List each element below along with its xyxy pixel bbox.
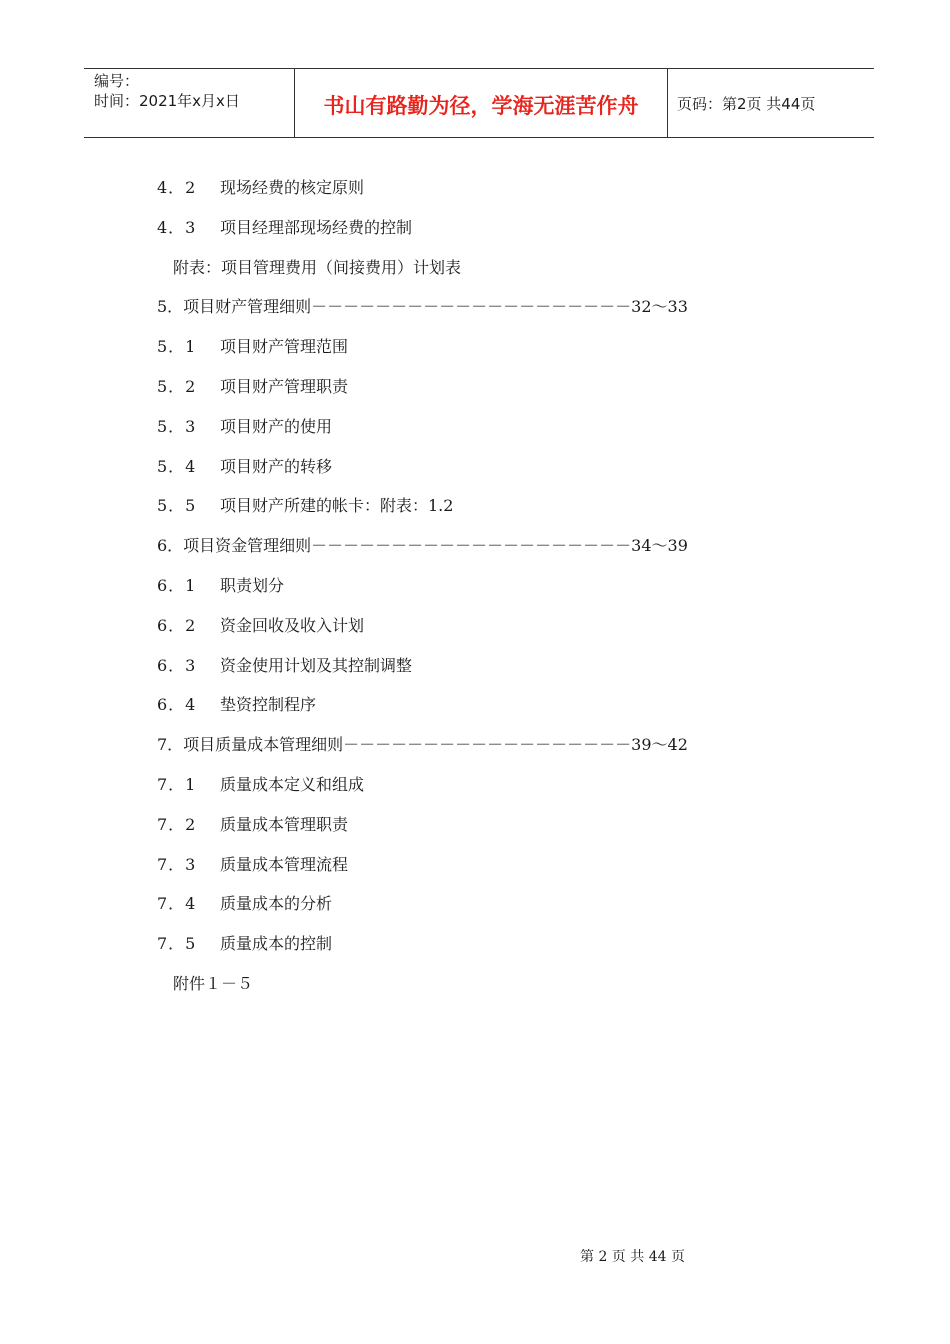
toc-entry [157,853,757,893]
toc-entry-number: 7．1 [157,774,197,794]
toc-entry-number: 7．5 [157,934,197,954]
doc-number-label: 编号： [94,72,140,90]
toc-entry-number: 7．4 [157,894,197,914]
toc-entry-text: 附件１－５ [173,973,254,993]
toc-entry-number: 7．2 [157,814,197,834]
toc-entry [157,295,757,335]
toc-entry-text: 6．项目资金管理细则－－－－－－－－－－－－－－－－－－－－34～39 [157,536,688,556]
toc-entry-text: 附表：项目管理费用（间接费用）计划表 [173,257,462,277]
toc-entry [157,932,757,972]
page-footer: 第 2 页 共 44 页 [580,1249,685,1265]
toc-entry-text: 质量成本管理流程 [220,854,349,874]
doc-time-label: 时间：2021年x月x日 [94,92,240,110]
toc-entry [157,455,757,495]
toc-entry-number: 6．4 [157,695,197,715]
toc-entry-number: 6．2 [157,615,197,635]
page-header [84,68,874,138]
header-left-cell [84,69,295,137]
toc-entry [157,813,757,853]
toc-entry-number: 4．3 [157,217,197,237]
toc-entry-text: 项目财产管理职责 [220,376,349,396]
toc-entry-text: 项目财产管理范围 [220,337,349,357]
toc-entry-text: 7．项目质量成本管理细则－－－－－－－－－－－－－－－－－－39～42 [157,735,688,755]
toc-entry-text: 质量成本的分析 [220,894,333,914]
toc-entry-number: 6．1 [157,575,197,595]
toc-entry-text: 垫资控制程序 [220,695,317,715]
toc-entry [157,415,757,455]
toc-entry [157,654,757,694]
toc-entry-number: 5．4 [157,456,197,476]
toc-entry-number: 7．3 [157,854,197,874]
toc-entry-number: 5．5 [157,496,197,516]
toc-entry [157,693,757,733]
toc-entry [157,176,757,216]
toc-entry [157,335,757,375]
table-of-contents [157,176,757,1012]
toc-entry [157,773,757,813]
toc-entry [157,375,757,415]
toc-entry [157,733,757,773]
toc-entry [157,216,757,256]
toc-entry-text: 项目财产的使用 [220,416,333,436]
toc-entry-number: 5．3 [157,416,197,436]
toc-entry [157,892,757,932]
toc-entry-text: 项目财产的转移 [220,456,333,476]
header-motto: 书山有路勤为径，学海无涯苦作舟 [295,69,668,137]
toc-entry-number: 5．1 [157,337,197,357]
toc-entry [157,534,757,574]
toc-entry [157,614,757,654]
toc-entry-text: 质量成本定义和组成 [220,774,365,794]
toc-entry-text: 现场经费的核定原则 [220,178,365,197]
toc-entry [157,972,757,1012]
toc-entry-text: 项目财产所建的帐卡：附表：1.2 [220,496,454,516]
toc-entry-text: 资金回收及收入计划 [220,615,365,635]
toc-entry-text: 资金使用计划及其控制调整 [220,655,413,675]
toc-entry-number: 6．3 [157,655,197,675]
toc-entry-text: 5．项目财产管理细则－－－－－－－－－－－－－－－－－－－－32～33 [157,297,688,317]
toc-entry-text: 项目经理部现场经费的控制 [220,217,413,237]
toc-entry-text: 质量成本的控制 [220,934,333,954]
header-page-info: 页码：第2页 共44页 [677,94,816,113]
toc-entry [157,494,757,534]
toc-entry [157,574,757,614]
toc-entry-text: 职责划分 [220,575,285,595]
toc-entry-number: 5．2 [157,376,197,396]
toc-entry [157,256,757,296]
toc-entry-number: 4．2 [157,178,197,197]
toc-entry-text: 质量成本管理职责 [220,814,349,834]
